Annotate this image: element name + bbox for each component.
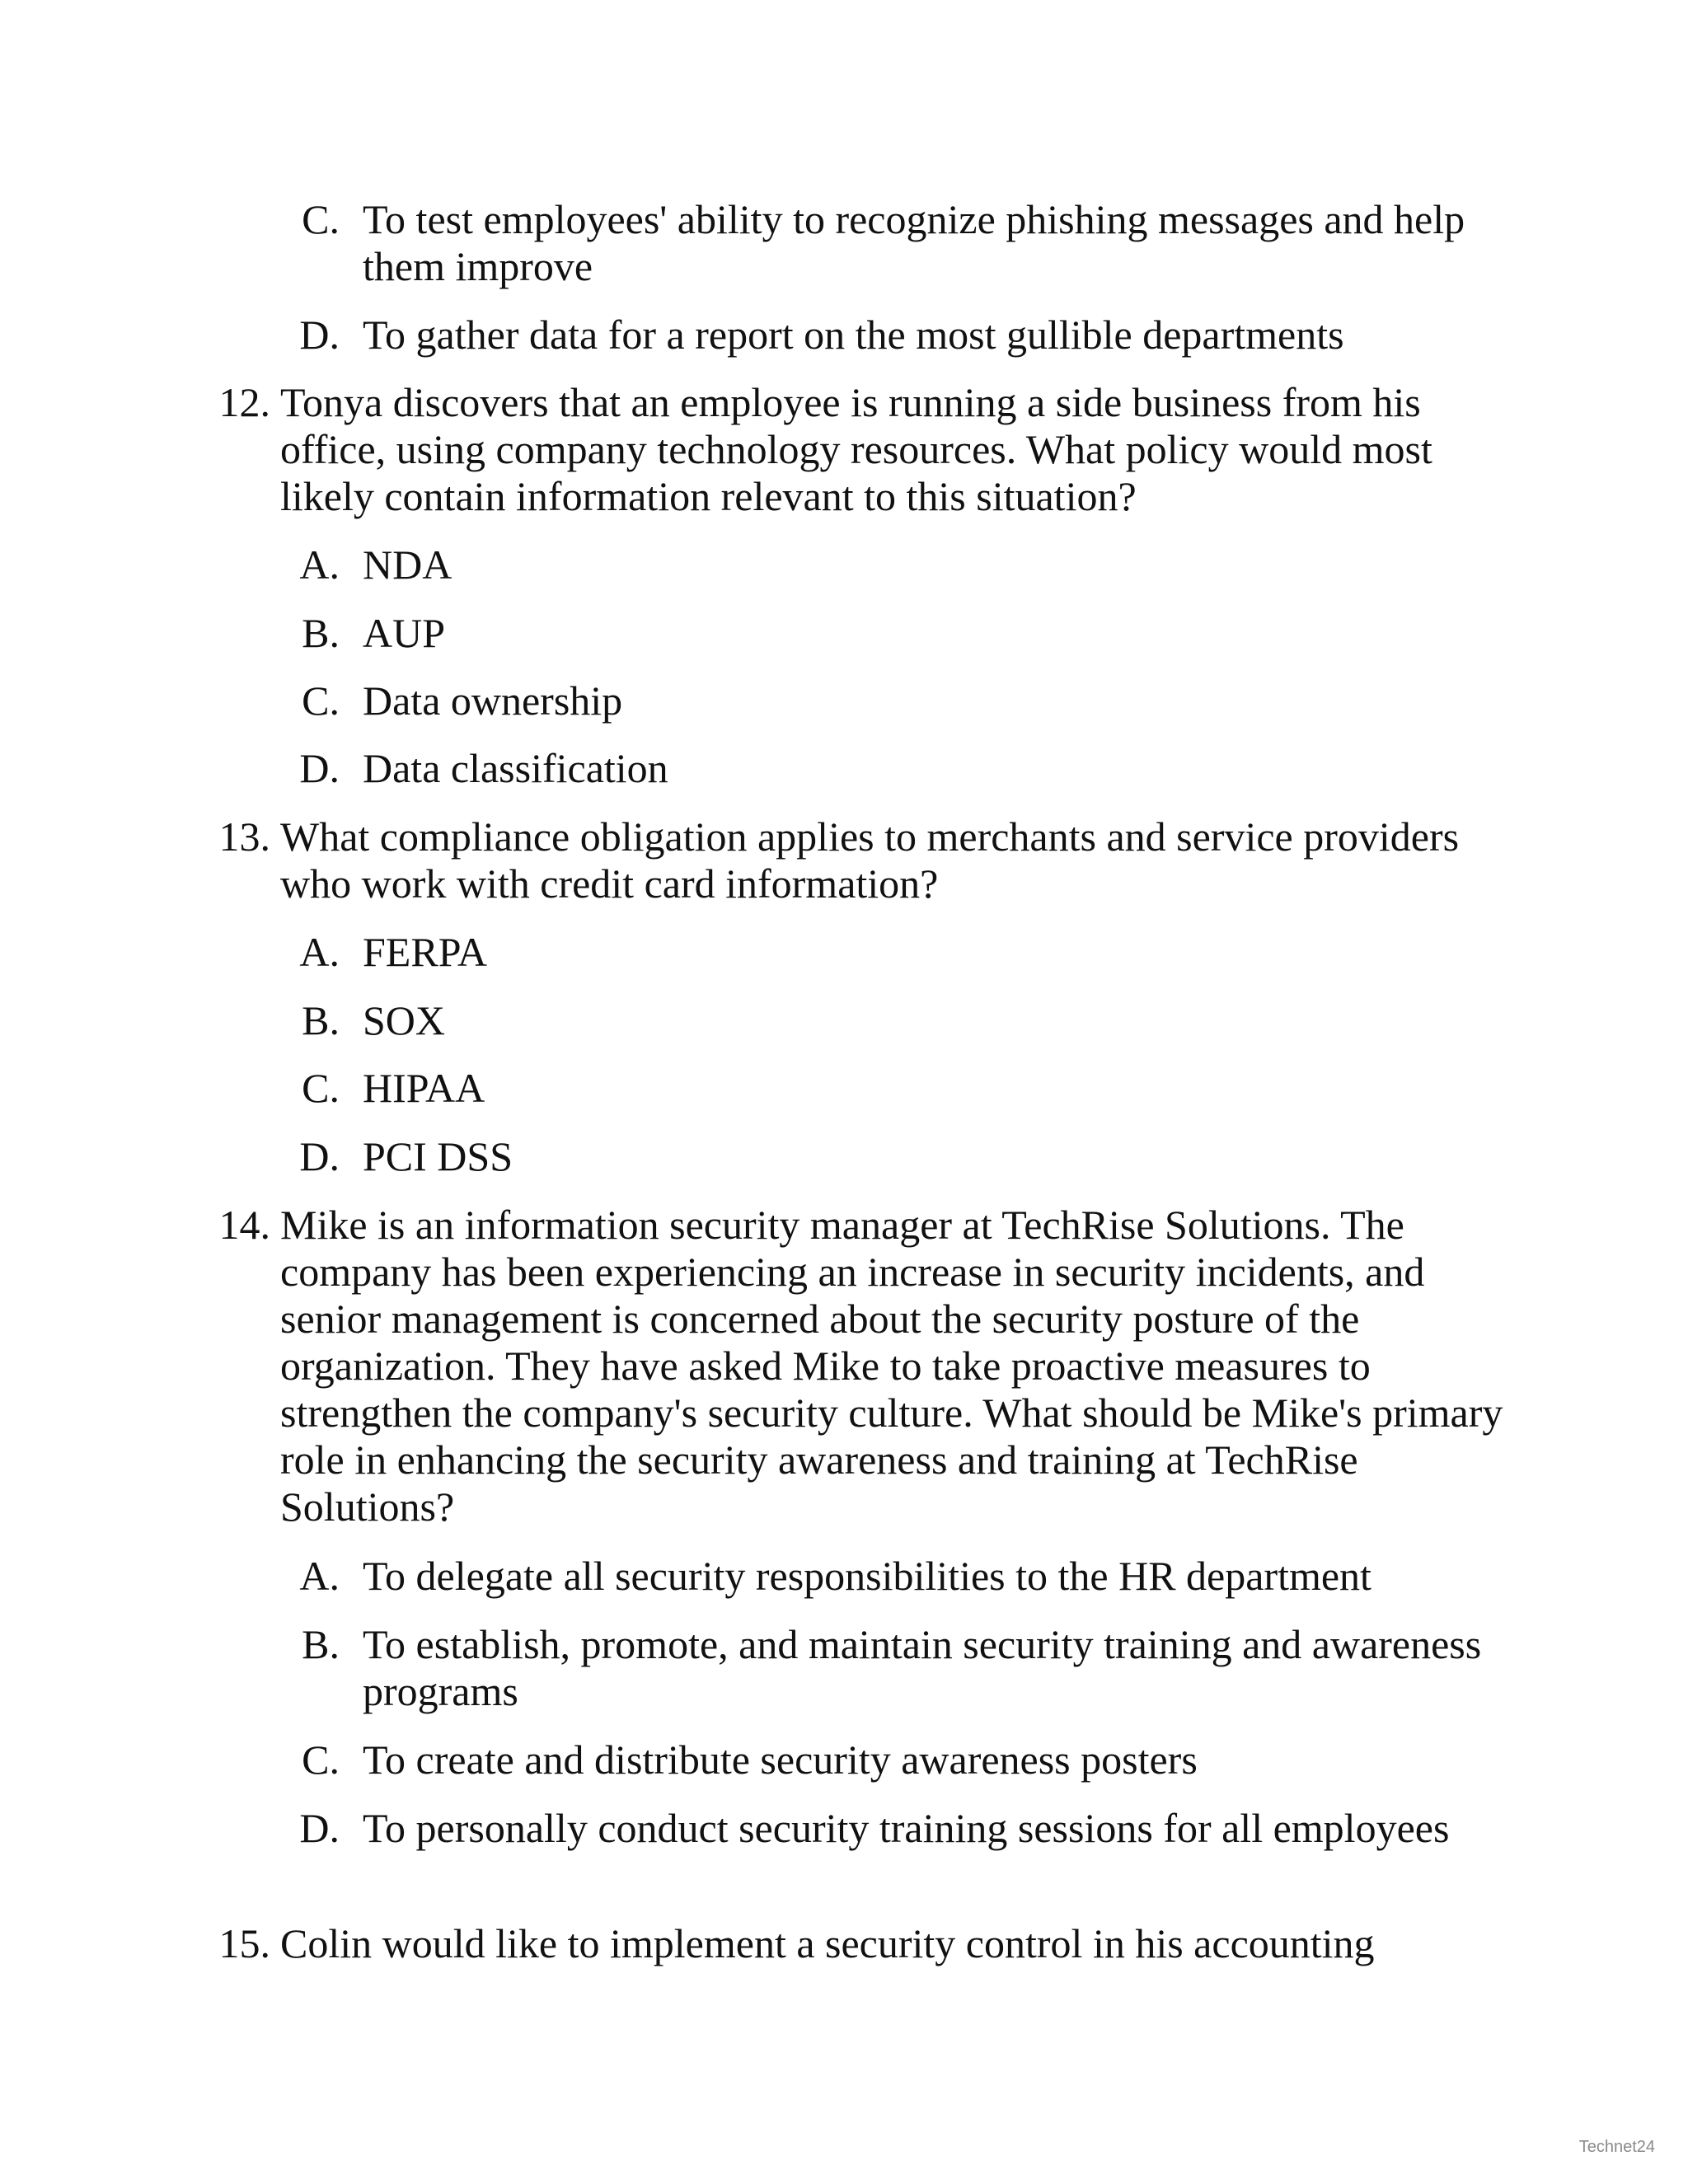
option-letter: C. xyxy=(302,1736,340,1783)
option-letter: C. xyxy=(302,1065,340,1111)
option-letter: D. xyxy=(299,312,340,358)
option-text: NDA xyxy=(363,541,452,588)
question-text: Tonya discovers that an employee is running a side business from his office, using company technology resources. What policy would most likely contain information relevant to this situation? xyxy=(280,379,1432,519)
option-letter: C. xyxy=(302,677,340,724)
option-text: HIPAA xyxy=(363,1065,485,1111)
option-text: To personally conduct security training sessions for all employees xyxy=(363,1805,1450,1851)
option-text: SOX xyxy=(363,997,446,1043)
option-letter: C. xyxy=(302,196,340,242)
option-text: Data ownership xyxy=(363,677,623,724)
option-letter: D. xyxy=(299,1805,340,1851)
question-number: 14. xyxy=(218,1202,270,1248)
option-letter: D. xyxy=(299,745,340,791)
question-text: What compliance obligation applies to merchants and service providers who work with credit card information? xyxy=(280,813,1460,907)
option-text: Data classification xyxy=(363,745,668,791)
option-letter: B. xyxy=(302,610,340,656)
option-letter: B. xyxy=(302,1621,340,1667)
option-text: To establish, promote, and maintain security training and awareness programs xyxy=(363,1621,1482,1714)
option-text: To gather data for a report on the most gullible departments xyxy=(363,312,1344,358)
option-letter: A. xyxy=(299,929,340,975)
option-text: PCI DSS xyxy=(363,1133,513,1179)
question-text: Colin would like to implement a security control in his accounting xyxy=(280,1920,1375,1966)
option-text: To create and distribute security awareness posters xyxy=(363,1736,1198,1783)
question-number: 12. xyxy=(218,379,270,425)
option-letter: B. xyxy=(302,997,340,1043)
option-text: To test employees' ability to recognize phishing messages and help them improve xyxy=(363,196,1465,289)
question-number: 13. xyxy=(218,813,270,860)
option-text: FERPA xyxy=(363,929,488,975)
option-letter: A. xyxy=(299,541,340,588)
option-letter: D. xyxy=(299,1133,340,1179)
question-number: 15. xyxy=(218,1920,270,1966)
option-letter: A. xyxy=(299,1553,340,1599)
option-text: To delegate all security responsibilities to the HR department xyxy=(363,1553,1372,1599)
question-text: Mike is an information security manager at TechRise Solutions. The company has been experiencing an increase in security incidents, and senior management is concerned about the security posture of the organization. They have asked Mike to take proactive measures to strengthen the company's security culture. What should be Mike's primary role in enhancing the security awareness and training at TechRise Solutions? xyxy=(280,1202,1503,1530)
option-text: AUP xyxy=(363,610,446,656)
watermark-text: Technet24 xyxy=(1578,2138,1655,2156)
